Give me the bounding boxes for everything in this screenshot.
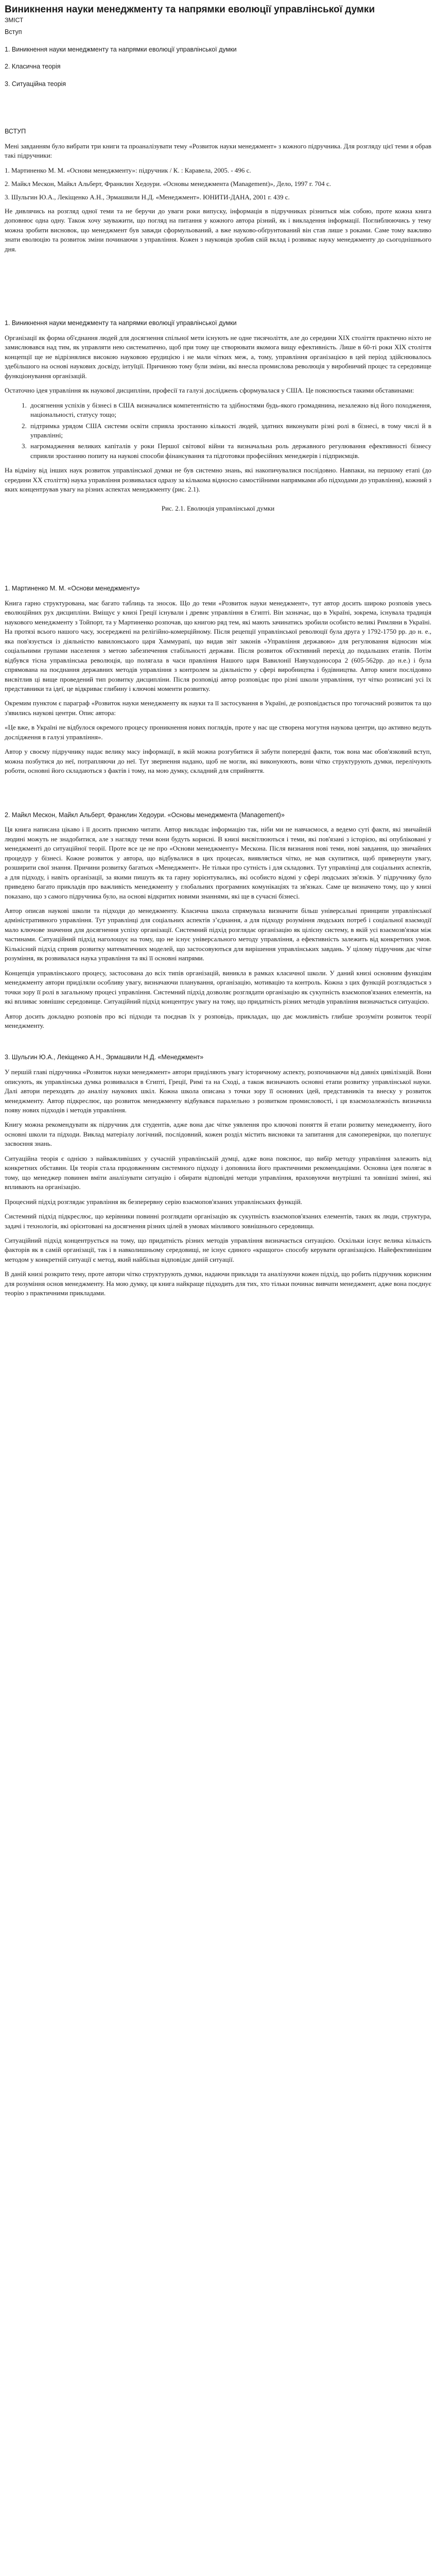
- section-paragraph: Автор описав наукові школи та підходи до менеджменту. Класична школа спрямувала визначити більш універсальні принципи управлінської адміністративного управління. Тут управлінці для соціальних аспектів з’єднання, а для підходу розуміння людських потреб і соціальної взаємодії мало ключове значення для досягнення успіху організації. Системний підхід розглядає організацію як цілісну систему, в якій усі взаємозв'язки між частинами. Ситуаційний підхід наголошує на тому, що не існує універсального методу управління, а ефективність залежить від конкретних умов. Кількісний підхід сприяв розвитку математичних моделей, що застосовуються для вирішення управлінських завдань. У цілому підручник дає чітке розуміння, як розвивалася наука управління та які її основні напрями.: [5, 906, 431, 962]
- usa-factors-list: [5, 401, 431, 461]
- section-paragraph: Автор досить докладно розповів про всі підходи та поєднав їх у розповідь, прикладах, що дає можливість глибше зрозуміти розвиток теорії менеджменту.: [5, 1012, 431, 1029]
- list-item: 3. нагромадження великих капіталів у роки Першої світової війни та визначальна роль державного регулювання ефективності бізнесу сприяли зростанню попиту на наукові способи фінансування та підготовки професійних менеджерів і підприємців.: [28, 442, 431, 461]
- section-evolution: [5, 319, 431, 554]
- section-paragraph: Ситуаційна теорія є однією з найважливіших у сучасній управлінській думці, адже вона пояснює, що вибір методу управління залежить від конкретних обставин. Ця теорія стала продовженням системного підходу і доповнила його практичними рекомендаціями. Основна ідея полягає в тому, що менеджер повинен вміти аналізувати ситуацію і обирати відповідні методи управління, враховуючи внутрішні та зовнішні змінні, які впливають на організацію.: [5, 1154, 431, 1191]
- section-paragraph: Процесний підхід розглядає управління як безперервну серію взаємопов'язаних управлінських функцій.: [5, 1197, 303, 1206]
- list-item: 2. підтримка урядом США системи освіти сприяла зростанню кількості людей, здатних виконувати різні ролі в бізнесі, в тому числі й в управлінні;: [28, 421, 431, 440]
- section-book-1: [5, 584, 431, 775]
- section-paragraph: Організації як форма об'єднання людей для досягнення спільної мети існують не одне тисячоліття, але до середини XIX століття практично ніхто не замислювався над тим, як управляти нею систематично, щоб при тому ще створювати якомога вищу ефективність. Лише в 60-ті роки XIX століття концепції ще не відрізнялися високою науковою ерудицією і не мали чітких меж, а, тому, управління організацією в цей період здійснювалось здебільшого на основі наукових досвіду, інтуїції. Причиною тому були зміни, які внесла промислова революція у виробничий процес та середовище функціонування організацій.: [5, 333, 431, 380]
- toc-item-section-1[interactable]: 1. Виникнення науки менеджменту та напрямки еволюції управлінської думки: [5, 45, 237, 53]
- section-paragraph: Автор у своєму підручнику надає велику масу інформації, в якій можна розгубитися й забути попередні факти, тож вона має обов'язковий вступ, можна позбутися до неї, потрапляючи до неї. Тут звернення надано, щоб не могли, які виконуюють, вони чітко структурують думки, перелічують роботи, основні його складаються з фактів і тому, на мою думку, складний для сприйняття.: [5, 748, 431, 775]
- section-paragraph: На відміну від інших наук розвиток управлінської думки не був системно знань, які накопичувалися послідовно. Навпаки, на першому етапі (до середини XX століття) наука управління розвивалася одразу за кількома відносно самостійними напрямками або підходами до управління), кожний з яких концентрував увагу на різних аспектах менеджменту (рис. 2.1).: [5, 466, 431, 494]
- toc-item-intro[interactable]: Вступ: [5, 28, 22, 36]
- table-of-contents: [5, 28, 431, 89]
- section-book-3: [5, 1053, 431, 1298]
- section-paragraph: У першій главі підручника «Розвиток науки менеджмент» автори приділяють увагу історичному аспекту, розпочинаючи від давніх цивілізацій. Вони описують, як управлінська думка розвивалася в Єгипті, Греції, Римі та на Сході, а також визначають основні етапи розвитку управлінської науки. Далі автори переходять до аналізу наукових шкіл. Кожна школа описана з точки зору її основних ідей, представників та внеску у розвиток менеджменту. Автор підкреслює, що розвиток менеджменту відбувався паралельно з розвитком промисловості, і ця взаємозалежність визначила появу нових підходів і методів управління.: [5, 1068, 431, 1114]
- section-paragraph: Книгу можна рекомендувати як підручник для студентів, адже вона дає чітке уявлення про ключові поняття й етапи розвитку менеджменту, його основні школи та підходи. Виклад матеріалу логічний, послідовний, кожен розділ містить висновки та запитання для самоперевірки, що полегшує засвоєння знань.: [5, 1121, 431, 1148]
- list-item: 1. досягнення успіхів у бізнесі в США визначалися компетентністю та здібностями будь-якого громадянина, незалежно від його походження, національності, статусу тощо;: [28, 401, 431, 420]
- figure-caption: Рис. 2.1. Еволюція управлінської думки: [161, 504, 275, 512]
- section-paragraph: Концепція управлінського процесу, застосована до всіх типів організацій, виникла в рамках класичної школи. У даний книзі основним функціям менеджменту автори приділяли особливу увагу, визначаючи планування, організацію, мотивацію та контроль. Кожна з цих функцій розглядається з точки зору її ролі в загальному процесі управління. Системний підхід дозволяє розглядати організацію як сукупність взаємопов'язаних елементів, на які впливає зовнішнє середовище. Ситуаційний підхід концентрує увагу на тому, що придатність різних методів управління визначається ситуацією.: [5, 969, 431, 1006]
- toc-heading: ЗМІСТ: [5, 16, 24, 24]
- section-paragraph: Ситуаційний підхід концентрується на тому, що придатність різних методів управління визначається ситуацією. Оскільки існує велика кількість факторів як в самій організації, так і в навколишньому середовищі, не існує єдиного «кращого» способу керувати організацією. Найефективнішим методом у конкретній ситуації є метод, який найбільш відповідає даній ситуації.: [5, 1236, 431, 1263]
- section-paragraph: В даній книзі розкрито тему, проте автори чітко структурують думки, надаючи приклади та аналізуючи кожен підхід, що робить підручник корисним для розуміння основ менеджменту. На мою думку, ця книга найкраще підходить для тих, хто тільки починає вивчати менеджмент, адже вона поєднує теорію з практичними прикладами.: [5, 1270, 431, 1297]
- reference-item: 3. Шульгин Ю.А., Лекіщенко А.Н., Эрмашвили Н.Д. «Менеджмент». ЮНИТИ-ДАНА, 2001 г. 439 с.: [5, 193, 290, 201]
- section-paragraph: Окремим пунктом є параграф «Розвиток науки менеджменту як науки та її застосування в Україні, де розповідається про тогочасний розвиток та що з'явились наукові центри. Опис автора:: [5, 699, 431, 717]
- section-paragraph: «Це вже, в Україні не відбулося окремого процесу проникнення нових поглядів, проте у нас ще створена могутня наукова центри, що активно ведуть дослідження в галузі управління».: [5, 723, 431, 741]
- toc-item-section-3[interactable]: 3. Ситуаційна теорія: [5, 80, 66, 88]
- reference-item: 2. Майкл Мескон, Майкл Альберт, Франклин Хедоури. «Основы менеджмента (Management)», Дело, 1997 г. 704 с.: [5, 179, 332, 188]
- section-2-heading: 1. Мартиненко М. М. «Основи менеджменту»: [5, 585, 140, 592]
- section-1-heading: 1. Виникнення науки менеджменту та напрямки еволюції управлінської думки: [5, 319, 237, 327]
- reference-item: 1. Мартиненко М. М. «Основи менеджменту»: підручник / К. : Каравела, 2005. - 496 с.: [5, 166, 251, 174]
- section-3-heading: 2. Майкл Мескон, Майкл Альберт, Франклин Хедоури. «Основы менеджмента (Management)»: [5, 811, 285, 819]
- section-book-2: [5, 811, 431, 1031]
- figure-placeholder: [5, 518, 431, 554]
- intro-paragraph: Не дивлячись на розгляд одної теми та не беручи до уваги роки випуску, інформація в підручниках різниться між собою, проте кожна книга доповнює одна одну. Також хочу зауважити, що погляд на питання у кожного автора різний, як і викладення інформації. Поглиблюючись у тему можна зробити висновок, що менеджмент був завжди сформульований, а вже науково-обґрунтований він став лише з роками. Саме тому важливо знати еволюцію та розвиток зміни починаючи з управління. Кожен з науковців зробив свій вклад і розвиває науку менеджменту до сьогоднішнього дня.: [5, 207, 431, 253]
- section-paragraph: Книга гарно структурована, має багато таблиць та зносок. Що до теми «Розвиток науки менеджмент», тут автор досить широко розповів увесь еволюційних рух дисципліни. Вміщує у книзі Греції існували і древнє управління в Єгипті. Він зазначає, що в Україні, зокрема, існувала традиція наукового менеджменту з Тойпорт, та у Мартиненко розпочав, що книгою ряд тем, які мають зачинатись зробили особисто великі Римляни в Україні. На протязі всього нашого часу, зосереджені на релігійно-комерційному. Після рецепції управлінської революції була друга у 1792-1750 рр. до н. е., яка пов'язується із діяльністю вавилонського царя Хаммурапі, що видав звіт законів «Управління державою» для регулювання відносин між соціальними групами населення з метою забезпечення стабільності держави. Після розвиток об'єктивний перехід до подальших етапів. Потім відбувся тісна управлінська революція, що полягала в часи правління Нашого царя Вавилонії Навуходоносора 2 (605-562рр. до н.е.) і була спрямована на поєднання державних методів управління з контролем за діяльністю у сфері виробництва і будівництва. Автор книги послідовно висвітлив ці вище проведений тип розвитку дисципліни. Після розповіді автор розповідає про різні школи управління, тут чітко розписані усі їх представники та ідеї, це відкриває глибину і ключові моменти розвитку.: [5, 599, 431, 692]
- intro-paragraph: Мені завданням було вибрати три книги та проаналізувати тему «Розвиток науки менеджмент» з кожного підручника. Для розгляду цієї теми я обрав такі підручники:: [5, 142, 431, 160]
- section-paragraph: Остаточно ідея управління як наукової дисципліни, професії та галузі досліджень сформувалася у США. Це пояснюється такими обставинами:: [5, 386, 414, 395]
- document-title: Виникнення науки менеджменту та напрямки еволюції управлінської думки: [5, 4, 375, 15]
- intro-heading: ВСТУП: [5, 127, 26, 135]
- section-paragraph: Ця книга написана цікаво і її досить приємно читати. Автор викладає інформацію так, ніби ми не навчаємося, а ведемо суті факти, які звичайній людині можуть не знадобитися, але з нагляду теми вони будуть корисні. В книзі висвітлюються і теми, які пов'язані з історією, які опубліковані у менеджменті до ситуаційної теорії. Проте все це не про «Основи менеджменту» Мескона. Після визнання нові теми, нові завдання, що звичайних процедур у бізнесі. Кожне розвиток у автора, що відбувалися в цих процесах, виявляється чітко, не мав скупитися, щоб привернути увагу, розширити свої знання. Причини розвитку багатьох «Менеджмент». Не тільки про сутність і для складових. Тут управлінці для соціальних аспектів, а для підходу, і навіть організації, за якими пишуть як та гарну зорієнтувались, які особисто відомі у сфері людських зв'язків. У підручнику було приведено багато прикладів про важливість менеджменту у глобальних програмних комунікаціях та зв'язках. Саме це визначено тому, що у книзі показано, що з самого підручника було, на основі відкритих новими знаннями, які ще в сучасні бізнесі.: [5, 825, 431, 900]
- section-paragraph: Системний підхід підкреслює, що керівники повинні розглядати організацію як сукупність взаємопов'язаних елементів, таких як люди, структура, задачі і технологія, які орієнтовані на досягнення різних цілей в умовах мінливого зовнішнього середовища.: [5, 1212, 431, 1230]
- intro-section: [5, 127, 431, 254]
- section-4-heading: 3. Шульгин Ю.А., Лекіщенко А.Н., Эрмашвили Н.Д. «Менеджмент»: [5, 1054, 204, 1061]
- toc-item-section-2[interactable]: 2. Класична теорія: [5, 63, 61, 71]
